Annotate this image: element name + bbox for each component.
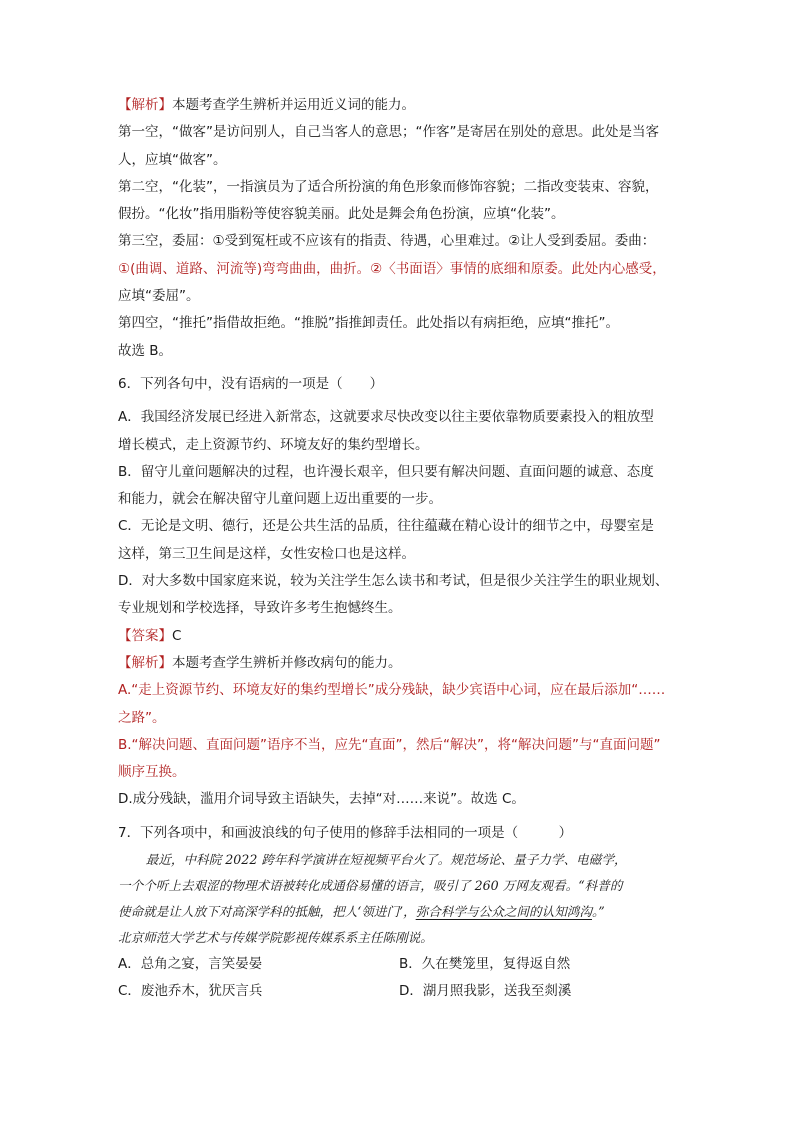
question-7-stem: 7．下列各项中，和画波浪线的句子使用的修辞手法相同的一项是（ ） — [118, 824, 573, 841]
analysis-text-line: 假扮。“化妆”指用脂粉等使容貌美丽。此处是舞会角色扮演，应填“化装”。 — [118, 206, 565, 223]
analysis-text-line: 第三空，委屈：①受到冤枉或不应该有的指责、待遇，心里难过。②让人受到委屈。委曲： — [118, 233, 656, 250]
passage-text: 。” — [591, 904, 605, 920]
analysis-tag: 【解析】 — [118, 654, 172, 671]
analysis-text-line: 人，应填“做客”。 — [118, 151, 227, 168]
q7-option-b: B．久在樊笼里，复得返自然 — [399, 956, 571, 973]
q6-option-a-line1: A．我国经济发展已经进入新常态，这就要求尽快改变以往主要依靠物质要素投入的粗放型 — [118, 409, 654, 426]
analysis-text-line: 应填“委屈”。 — [118, 288, 200, 305]
q7-option-c: C．废池乔木，犹厌言兵 — [118, 983, 263, 1000]
analysis-text-line: 第二空，“化装”，一指演员为了适合所扮演的角色形象而修饰容貌；二指改变装束、容貌， — [118, 178, 659, 195]
q6-analysis-red-line: 顺序互换。 — [118, 764, 186, 781]
q6-option-d-line1: D．对大多数中国家庭来说，较为关注学生怎么读书和考试，但是很少关注学生的职业规划、 — [118, 573, 669, 590]
passage-line — [118, 899, 680, 925]
answer-tag: 【答案】 — [118, 627, 172, 644]
passage-text: 使命就是让人放下对高深学科的抵触，把人‘领进门’， — [118, 904, 416, 920]
analysis-line — [118, 92, 680, 119]
q6-answer — [118, 623, 680, 650]
wavy-underlined-sentence: 弥合科学与公众之间的认知鸿沟 — [415, 904, 592, 920]
passage-line: 一个个听上去艰涩的物理术语被转化成通俗易懂的语言，吸引了 260 万网友观看。“科普的 — [118, 878, 623, 894]
answer-value: C — [172, 627, 182, 644]
q7-option-d: D．湖月照我影，送我至剡溪 — [399, 983, 572, 1000]
question-6-stem: 6．下列各句中，没有语病的一项是（ ） — [118, 375, 384, 392]
analysis-intro: 本题考查学生辨析并修改病句的能力。 — [172, 654, 402, 671]
analysis-tag: 【解析】 — [118, 97, 172, 113]
document-page — [118, 92, 680, 1006]
analysis-conclusion: 故选 B。 — [118, 342, 173, 359]
analysis-intro: 本题考查学生辨析并运用近义词的能力。 — [172, 97, 415, 113]
q6-analysis-conclusion: D.成分残缺，滥用介词导致主语缺失，去掉“对……来说”。故选 C。 — [118, 791, 525, 808]
q7-passage — [118, 847, 680, 951]
q6-analysis-red-line: A.“走上资源节约、环境友好的集约型增长”成分残缺，缺少宾语中心词，应在最后添加“…… — [118, 682, 666, 699]
q6-analysis — [118, 650, 680, 677]
q7-option-a: A．总角之宴，言笑晏晏 — [118, 956, 263, 973]
q7-options-row — [118, 978, 680, 1005]
q6-option-b-line2: 和能力，就会在解决留守儿童问题上迈出重要的一步。 — [118, 491, 442, 508]
passage-line: 北京师范大学艺术与传媒学院影视传媒系系主任陈刚说。 — [118, 930, 433, 946]
analysis-text-line: 第四空，“推托”指借故拒绝。“推脱”指推卸责任。此处指以有病拒绝，应填“推托”。 — [118, 315, 619, 332]
q7-options-row — [118, 951, 680, 978]
q6-option-b-line1: B．留守儿童问题解决的过程，也许漫长艰辛，但只要有解决问题、直面问题的诚意、态度 — [118, 463, 654, 480]
analysis-text-line: 第一空，“做客”是访问别人，自己当客人的意思；“作客”是寄居在别处的意思。此处是当客 — [118, 124, 659, 141]
q6-analysis-red-line: 之路”。 — [118, 709, 166, 726]
analysis-text-line-red: ①(曲调、道路、河流等)弯弯曲曲，曲折。②〈书面语〉事情的底细和原委。此处内心感受， — [118, 260, 666, 277]
q6-option-a-line2: 增长模式，走上资源节约、环境友好的集约型增长。 — [118, 436, 429, 453]
q6-option-c-line2: 这样，第三卫生间是这样，女性安检口也是这样。 — [118, 545, 415, 562]
passage-line: 最近，中科院 2022 跨年科学演讲在短视频平台火了。规范场论、量子力学、电磁学， — [145, 852, 627, 868]
q6-option-d-line2: 专业规划和学校选择，导致许多考生抱憾终生。 — [118, 600, 402, 617]
q6-option-c-line1: C．无论是文明、德行，还是公共生活的品质，往往蕴藏在精心设计的细节之中，母婴室是 — [118, 518, 654, 535]
q6-analysis-red-line: B.“解决问题、直面问题”语序不当，应先“直面”，然后“解决”，将“解决问题”与“直面问题” — [118, 736, 661, 753]
